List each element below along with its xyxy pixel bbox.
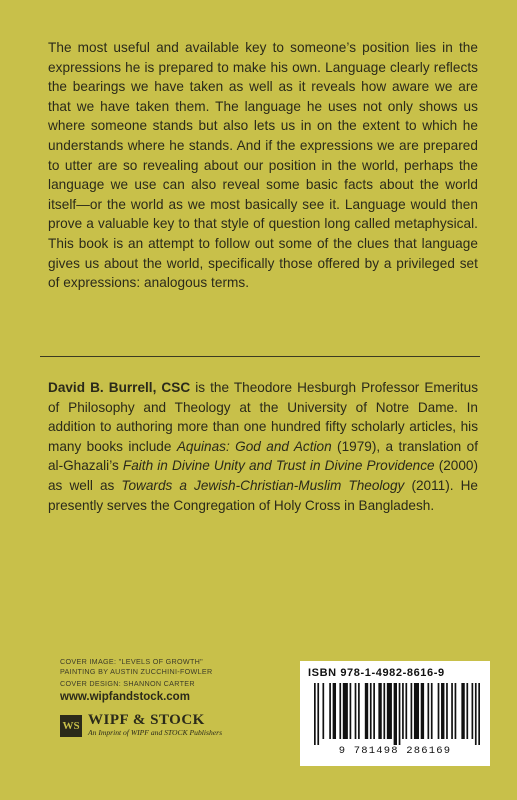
painting-line: PAINTING BY AUSTIN ZUCCHINI-FOWLER xyxy=(60,666,213,676)
publisher-website: www.wipfandstock.com xyxy=(60,691,190,703)
cover-design-credit: COVER DESIGN: SHANNON CARTER xyxy=(60,679,195,689)
bio-text-2: (1979), a translation of al-Ghazali’s xyxy=(48,438,478,474)
publisher-tagline: An Imprint of WIPF and STOCK Publishers xyxy=(88,728,223,737)
section-divider xyxy=(40,356,480,357)
back-cover-blurb: The most useful and available key to someone’s position lies in the expressions he is prepared to make his own. Language clearly reflects the bearings we have taken as well as it reveals how aware we are that we have taken them. The language he uses not only shows us where someone stands but also lets us in on the extent to which he understands where he stands. And if the expressions we are prepared to utter are so revealing about our position in the world, perhaps the language we use can also reveal some basic facts about the world itself—or the world as we most basically see it. Language would then prove a valuable key to that style of question long called metaphysical. This book is an attempt to follow out some of the clues that language gives us about the world, specifically those offered by a privileged set of expressions: analogous terms. xyxy=(48,40,478,291)
bio-text-3: (2000) as well as xyxy=(48,458,479,493)
publisher-logo xyxy=(60,713,222,738)
cover-image-credit xyxy=(60,657,300,676)
barcode-bars-icon xyxy=(314,683,480,745)
cover-credits xyxy=(60,657,300,692)
book-title-1: Aquinas: God and Action xyxy=(176,438,332,454)
book-title-3: Towards a Jewish-Christian-Muslim Theology xyxy=(121,477,405,493)
publisher-name: WIPF & STOCK xyxy=(88,712,205,728)
isbn-label: ISBN 978-1-4982-8616-9 xyxy=(308,667,445,679)
bio-text-1: is the Theodore Hesburgh Professor Emeritus of Philosophy and Theology at the University of Notre Dame. In addition to authoring more than one hundred fifty scholarly articles, his many books include xyxy=(48,380,478,454)
ws-logo-icon: WS xyxy=(60,715,82,737)
isbn-barcode xyxy=(300,661,490,766)
book-title-2: Faith in Divine Unity and Trust in Divine Providence xyxy=(122,458,435,474)
author-name: David B. Burrell, CSC xyxy=(48,380,191,395)
cover-image-line: COVER IMAGE: "LEVELS OF GROWTH" xyxy=(60,657,203,666)
isbn-digits: 9 781498 286169 xyxy=(338,745,452,757)
bio-text-4: (2011). He presently serves the Congregation of Holy Cross in Bangladesh. xyxy=(48,477,478,513)
author-bio xyxy=(48,378,478,515)
